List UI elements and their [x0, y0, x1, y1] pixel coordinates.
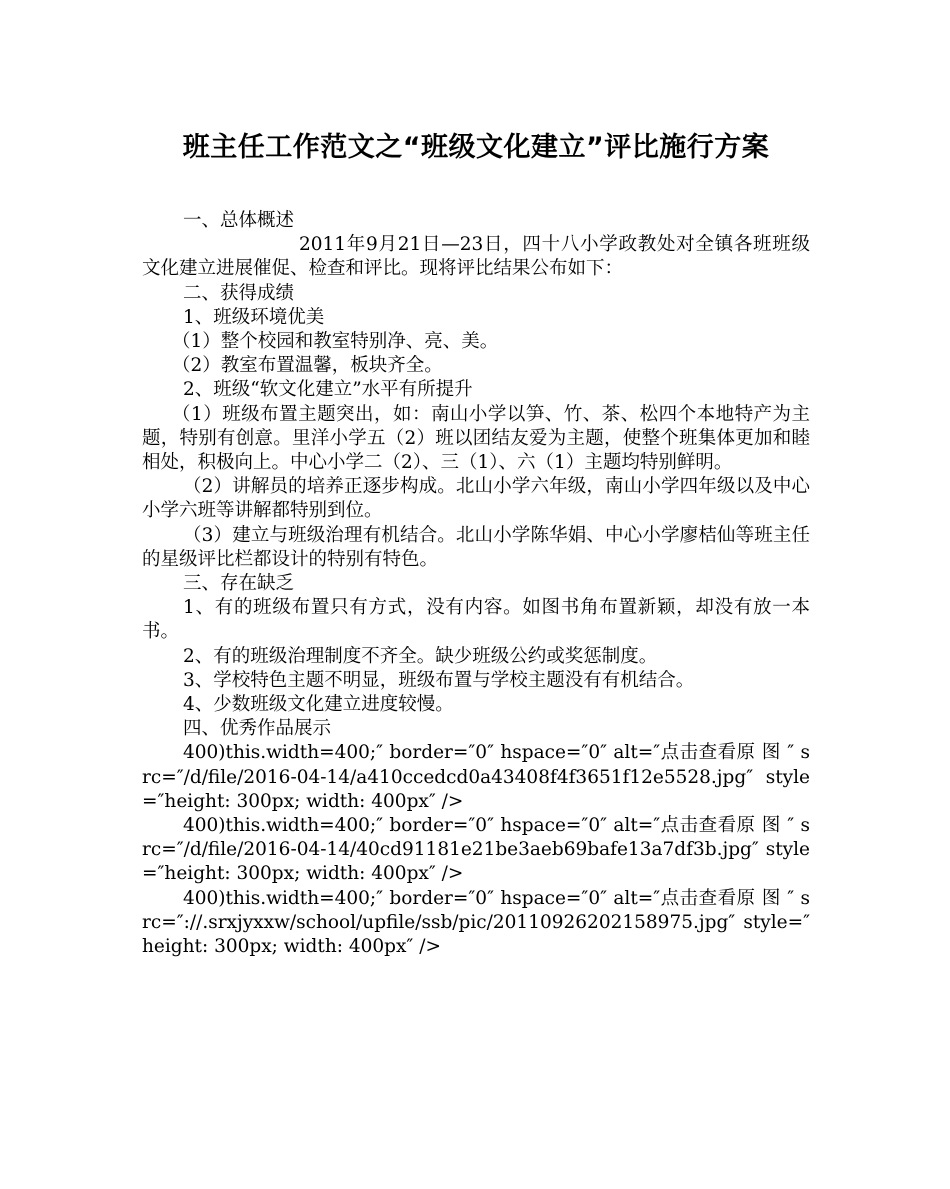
- list-item: 3、学校特色主题不明显，班级布置与学校主题没有有机结合。: [183, 669, 695, 691]
- section-heading-showcase: 四、优秀作品展示: [183, 718, 332, 740]
- subheading-environment: 1、班级环境优美: [183, 306, 325, 328]
- list-item: （2）教室布置温馨，板块齐全。: [172, 355, 443, 377]
- section-heading-achievements: 二、获得成绩: [183, 282, 295, 304]
- overview-paragraph: 2011年9月21日—23日，四十八小学政教处对全镇各班班级文化建立进展催促、检查和评比。现将评比结果公布如下：: [142, 234, 810, 280]
- image-code-snippet: 400)this.width=400;″ border=″0″ hspace=″0″ alt=″点击查看原 图 ″ src=″/d/file/2016-04-14/a410ccedcd0a43408f4f3651f12e5528.jpg″ style=″height: 300px; width: 400px″ />: [142, 742, 810, 812]
- image-code-snippet: 400)this.width=400;″ border=″0″ hspace=″0″ alt=″点击查看原 图 ″ src=″://.srxjyxxw/school/upfile/ssb/pic/20110926202158975.jpg″ style=″height: 300px; width: 400px″ />: [142, 887, 810, 958]
- list-item: （3）建立与班级治理有机结合。北山小学陈华娟、中心小学廖桔仙等班主任的星级评比栏都设计的特别有特色。: [142, 524, 810, 570]
- document-body: [142, 209, 810, 959]
- list-item: （1）整个校园和教室特别净、亮、美。: [172, 331, 499, 353]
- image-code-snippet: 400)this.width=400;″ border=″0″ hspace=″0″ alt=″点击查看原 图 ″ src=″/d/file/2016-04-14/40cd91181e21be3aeb69bafe13a7df3b.jpg″ style=″height: 300px; width: 400px″ />: [142, 815, 810, 885]
- subheading-soft-culture: 2、班级“软文化建立”水平有所提升: [183, 379, 473, 401]
- list-item: 4、少数班级文化建立进度较慢。: [183, 694, 454, 716]
- document-page: [142, 128, 810, 959]
- section-heading-overview: 一、总体概述: [183, 210, 295, 231]
- list-item: 2、有的班级治理制度不齐全。缺少班级公约或奖惩制度。: [183, 645, 658, 667]
- section-heading-shortcomings: 三、存在缺乏: [183, 573, 295, 595]
- list-item: （2）讲解员的培养正逐步构成。北山小学六年级，南山小学四年级以及中心小学六班等讲解都特别到位。: [142, 476, 810, 522]
- list-item: 1、有的班级布置只有方式，没有内容。如图书角布置新颖，却没有放一本书。: [142, 597, 810, 643]
- document-title: 班主任工作范文之“班级文化建立”评比施行方案: [182, 132, 770, 163]
- list-item: （1）班级布置主题突出，如：南山小学以笋、竹、茶、松四个本地特产为主题，特别有创意。里洋小学五（2）班以团结友爱为主题，使整个班集体更加和睦相处，积极向上。中心小学二（2）、三（1）、六（1）主题均特别鲜明。: [142, 403, 810, 474]
